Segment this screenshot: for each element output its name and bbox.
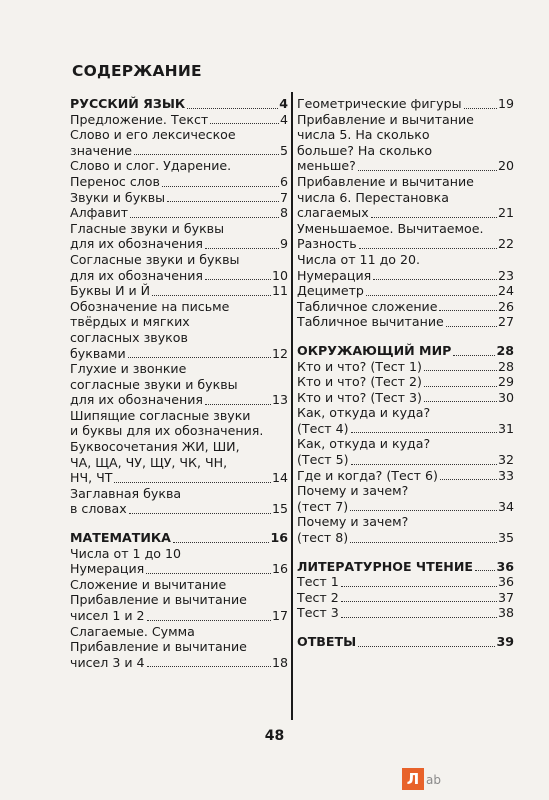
toc-entry-line: согласных звуков bbox=[70, 329, 188, 345]
dot-leader bbox=[351, 464, 497, 465]
toc-page-number: 19 bbox=[497, 96, 514, 111]
toc-entry-row bbox=[297, 343, 514, 359]
toc-entry-title: для их обозначения bbox=[70, 267, 203, 283]
dot-leader bbox=[359, 248, 497, 249]
toc-entry-row bbox=[297, 314, 514, 330]
toc-entry-row bbox=[297, 268, 514, 284]
toc-entry-title: (Тест 4) bbox=[297, 420, 349, 436]
toc-page-number: 36 bbox=[496, 558, 514, 574]
toc-entry-line: Почему и зачем? bbox=[297, 483, 409, 499]
toc-page-number: 35 bbox=[497, 530, 514, 546]
toc-entry-row bbox=[297, 283, 514, 299]
dot-leader bbox=[147, 666, 271, 667]
toc-entry bbox=[70, 283, 288, 299]
toc-entry-title: Алфавит bbox=[70, 205, 129, 221]
dot-leader bbox=[358, 170, 497, 171]
toc-entry-row bbox=[297, 96, 514, 112]
toc-page-number: 31 bbox=[497, 420, 514, 436]
toc-entry-row bbox=[297, 468, 514, 484]
toc-entry-title: НЧ, ЧТ bbox=[70, 470, 113, 486]
toc-entry-line: Почему и зачем? bbox=[297, 514, 409, 530]
toc-entry-row bbox=[70, 190, 288, 206]
toc-entry-title: меньше? bbox=[297, 158, 356, 174]
toc-page-number: 8 bbox=[279, 205, 288, 221]
dot-leader bbox=[147, 620, 271, 621]
dot-leader bbox=[350, 542, 497, 543]
toc-entry-title: чисел 1 и 2 bbox=[70, 608, 145, 623]
dot-leader bbox=[129, 513, 271, 514]
dot-leader bbox=[187, 108, 278, 109]
toc-entry-line: Как, откуда и куда? bbox=[297, 436, 431, 452]
toc-column-left bbox=[70, 96, 288, 670]
toc-entry-line: Прибавление и вычитание bbox=[297, 111, 474, 127]
toc-page-number: 17 bbox=[271, 608, 288, 623]
toc-entry-title: Тест 1 bbox=[297, 574, 339, 590]
toc-entry bbox=[70, 624, 288, 671]
toc-entry-title: Звуки и буквы bbox=[70, 189, 166, 205]
page-heading: СОДЕРЖАНИЕ bbox=[72, 62, 202, 80]
toc-entry-row bbox=[70, 283, 288, 299]
toc-section-heading bbox=[70, 530, 288, 546]
toc-entry-title: Буквы И и Й bbox=[70, 283, 151, 299]
toc-page-number: 20 bbox=[497, 158, 514, 174]
toc-entry-title: (тест 8) bbox=[297, 530, 349, 546]
toc-entry-line: числа 5. На сколько bbox=[297, 127, 430, 143]
toc-page-number: 10 bbox=[271, 267, 288, 283]
toc-page-number: 16 bbox=[270, 530, 288, 546]
toc-entry-row bbox=[297, 359, 514, 375]
toc-entry-title: Разность bbox=[297, 236, 357, 252]
toc-entry-row bbox=[297, 390, 514, 406]
dot-leader bbox=[162, 186, 279, 187]
dot-leader bbox=[152, 295, 271, 296]
toc-entry-row bbox=[70, 346, 288, 362]
toc-entry bbox=[297, 252, 514, 283]
dot-leader bbox=[114, 482, 271, 483]
toc-entry-title: Кто и что? (Тест 3) bbox=[297, 389, 422, 405]
column-divider bbox=[291, 92, 293, 720]
toc-entry-title: ОТВЕТЫ bbox=[297, 634, 357, 649]
toc-entry bbox=[297, 174, 514, 221]
dot-leader bbox=[440, 479, 497, 480]
toc-entry-title: МАТЕМАТИКА bbox=[70, 530, 171, 546]
toc-page-number: 32 bbox=[497, 452, 514, 468]
toc-entry-title: (тест 7) bbox=[297, 498, 349, 514]
toc-entry bbox=[297, 590, 514, 606]
toc-entry bbox=[297, 314, 514, 330]
toc-section-heading bbox=[297, 634, 514, 650]
toc-entry-title: (Тест 5) bbox=[297, 452, 349, 468]
toc-entry-line: и буквы для их обозначения. bbox=[70, 423, 264, 439]
toc-entry-line: числа 6. Перестановка bbox=[297, 189, 449, 205]
dot-leader bbox=[475, 570, 495, 571]
toc-entry-title: ОКРУЖАЮЩИЙ МИР bbox=[297, 342, 452, 358]
toc-section-heading bbox=[70, 96, 288, 112]
toc-entry bbox=[297, 483, 514, 514]
toc-page-number: 24 bbox=[497, 283, 514, 299]
toc-entry-row bbox=[297, 590, 514, 606]
toc-page-number: 21 bbox=[497, 205, 514, 221]
toc-page-number: 36 bbox=[497, 574, 514, 590]
toc-entry-row bbox=[297, 530, 514, 546]
toc-entry-row bbox=[70, 392, 288, 408]
toc-entry bbox=[297, 605, 514, 621]
toc-entry-row bbox=[297, 158, 514, 174]
toc-entry-title: Где и когда? (Тест 6) bbox=[297, 467, 438, 483]
toc-entry bbox=[297, 405, 514, 436]
toc-entry-title: слагаемых bbox=[297, 205, 369, 221]
toc-entry bbox=[70, 299, 288, 361]
toc-page-number: 28 bbox=[496, 342, 514, 358]
toc-entry-line: согласные звуки и буквы bbox=[70, 376, 238, 392]
toc-entry-row bbox=[297, 499, 514, 515]
toc-page-number: 38 bbox=[497, 605, 514, 621]
toc-page-number: 37 bbox=[497, 589, 514, 605]
toc-page-number: 4 bbox=[279, 111, 288, 127]
toc-entry-row bbox=[297, 205, 514, 221]
dot-leader bbox=[173, 542, 270, 543]
toc-entry-line: Прибавление и вычитание bbox=[70, 639, 247, 655]
dot-leader bbox=[128, 357, 271, 358]
toc-entry-title: Кто и что? (Тест 1) bbox=[297, 358, 422, 374]
dot-leader bbox=[341, 586, 497, 587]
toc-page-number: 26 bbox=[497, 298, 514, 314]
dot-leader bbox=[205, 248, 279, 249]
toc-entry-row bbox=[297, 559, 514, 575]
toc-entry-title: для их обозначения bbox=[70, 236, 203, 252]
toc-entry-title: ЛИТЕРАТУРНОЕ ЧТЕНИЕ bbox=[297, 558, 473, 574]
toc-entry-title: Табличное вычитание bbox=[297, 314, 444, 330]
toc-page-number: 30 bbox=[497, 389, 514, 405]
toc-entry-line: Обозначение на письме bbox=[70, 298, 230, 314]
toc-entry-row bbox=[70, 96, 288, 112]
toc-entry-line: Слово и его лексическое bbox=[70, 127, 236, 143]
dot-leader bbox=[424, 401, 497, 402]
toc-entry bbox=[70, 361, 288, 408]
toc-entry-title: Предложение. Текст bbox=[70, 111, 209, 127]
toc-page-number: 15 bbox=[271, 501, 288, 517]
toc-entry bbox=[297, 221, 514, 252]
toc-entry-row bbox=[297, 236, 514, 252]
toc-entry-title: буквами bbox=[70, 345, 126, 361]
toc-entry bbox=[297, 299, 514, 315]
toc-entry-line: Прибавление и вычитание bbox=[70, 592, 247, 608]
toc-page-number: 6 bbox=[279, 173, 288, 189]
toc-entry-title: в словах bbox=[70, 501, 127, 517]
toc-entry-line: Заглавная буква bbox=[70, 485, 182, 501]
toc-entry-row bbox=[70, 143, 288, 159]
toc-entry-row bbox=[70, 655, 288, 671]
toc-page-number: 34 bbox=[497, 498, 514, 514]
dot-leader bbox=[453, 355, 495, 356]
toc-entry bbox=[70, 127, 288, 158]
toc-page-number: 27 bbox=[497, 314, 514, 330]
toc-page-number: 5 bbox=[279, 142, 288, 158]
toc-page-number: 39 bbox=[496, 634, 514, 649]
dot-leader bbox=[130, 217, 279, 218]
dot-leader bbox=[446, 326, 497, 327]
toc-entry-line: Уменьшаемое. Вычитаемое. bbox=[297, 220, 484, 236]
toc-page-number: 22 bbox=[497, 236, 514, 252]
toc-entry-line: Слагаемые. Сумма bbox=[70, 623, 195, 639]
toc-entry-line: Числа от 1 до 10 bbox=[70, 545, 182, 561]
dot-leader bbox=[341, 601, 497, 602]
toc-entry-line: Глухие и звонкие bbox=[70, 361, 187, 377]
dot-leader bbox=[351, 432, 497, 433]
toc-entry-row bbox=[70, 268, 288, 284]
dot-leader bbox=[205, 279, 271, 280]
dot-leader bbox=[439, 310, 496, 311]
toc-entry bbox=[70, 546, 288, 577]
toc-entry-title: Перенос слов bbox=[70, 173, 160, 189]
logo-tail: ab bbox=[426, 773, 441, 787]
toc-entry-title: Нумерация bbox=[297, 267, 372, 283]
toc-page-number: 29 bbox=[497, 374, 514, 390]
toc-entry bbox=[297, 112, 514, 174]
toc-page-number: 11 bbox=[271, 283, 288, 299]
toc-entry bbox=[297, 390, 514, 406]
toc-entry-line: Согласные звуки и буквы bbox=[70, 251, 240, 267]
toc-entry bbox=[297, 436, 514, 467]
toc-entry bbox=[297, 468, 514, 484]
dot-leader bbox=[341, 617, 497, 618]
dot-leader bbox=[350, 510, 497, 511]
toc-entry bbox=[70, 486, 288, 517]
toc-entry-title: Кто и что? (Тест 2) bbox=[297, 374, 422, 390]
toc-entry-row bbox=[70, 608, 288, 624]
toc-entry bbox=[70, 190, 288, 206]
toc-entry-line: Числа от 11 до 20. bbox=[297, 251, 421, 267]
page-number: 48 bbox=[264, 728, 285, 744]
toc-entry bbox=[70, 205, 288, 221]
dot-leader bbox=[371, 217, 497, 218]
toc-entry-title: для их обозначения bbox=[70, 392, 203, 408]
dot-leader bbox=[366, 295, 497, 296]
toc-entry bbox=[297, 574, 514, 590]
toc-entry bbox=[70, 221, 288, 252]
dot-leader bbox=[167, 201, 279, 202]
toc-entry-title: значение bbox=[70, 142, 133, 158]
toc-entry-row bbox=[70, 174, 288, 190]
toc-entry-title: Нумерация bbox=[70, 561, 145, 577]
toc-entry-title: Табличное сложение bbox=[297, 298, 438, 314]
toc-page-number: 4 bbox=[279, 96, 288, 111]
dot-leader bbox=[134, 154, 279, 155]
toc-page-number: 16 bbox=[271, 561, 288, 577]
toc-entry-row bbox=[297, 605, 514, 621]
toc-column-right bbox=[297, 96, 514, 650]
dot-leader bbox=[464, 108, 497, 109]
dot-leader bbox=[205, 404, 271, 405]
toc-entry-row bbox=[297, 634, 514, 650]
toc-entry-line: Сложение и вычитание bbox=[70, 576, 227, 592]
dot-leader bbox=[210, 123, 279, 124]
toc-entry bbox=[70, 577, 288, 624]
toc-entry bbox=[70, 252, 288, 283]
toc-entry-title: Тест 2 bbox=[297, 589, 339, 605]
dot-leader bbox=[424, 386, 497, 387]
toc-entry-row bbox=[70, 470, 288, 486]
toc-entry bbox=[297, 283, 514, 299]
toc-entry bbox=[297, 514, 514, 545]
toc-entry-row bbox=[297, 374, 514, 390]
toc-entry-line: Гласные звуки и буквы bbox=[70, 220, 225, 236]
dot-leader bbox=[373, 279, 497, 280]
toc-entry-title: Геометрические фигуры bbox=[297, 96, 462, 111]
dot-leader bbox=[358, 646, 495, 647]
toc-entry-line: Шипящие согласные звуки bbox=[70, 407, 251, 423]
toc-page-number: 33 bbox=[497, 467, 514, 483]
labirint-logo-icon: Л bbox=[402, 768, 424, 790]
toc-entry-line: больше? На сколько bbox=[297, 142, 433, 158]
toc-entry-row bbox=[297, 452, 514, 468]
toc-page-number: 12 bbox=[271, 345, 288, 361]
toc-entry-row bbox=[70, 501, 288, 517]
toc-entry-row bbox=[70, 530, 288, 546]
toc-section-heading bbox=[297, 343, 514, 359]
toc-page-number: 7 bbox=[279, 189, 288, 205]
toc-section-heading bbox=[297, 559, 514, 575]
toc-entry-line: Прибавление и вычитание bbox=[297, 173, 474, 189]
toc-entry-row bbox=[70, 236, 288, 252]
toc-entry-row bbox=[70, 112, 288, 128]
toc-entry-line: Как, откуда и куда? bbox=[297, 405, 431, 421]
toc-entry bbox=[70, 408, 288, 486]
toc-entry-line: твёрдых и мягких bbox=[70, 314, 190, 330]
dot-leader bbox=[146, 573, 271, 574]
toc-entry-title: Дециметр bbox=[297, 283, 364, 299]
toc-page-number: 18 bbox=[271, 654, 288, 670]
toc-entry-row bbox=[297, 421, 514, 437]
toc-entry-row bbox=[70, 561, 288, 577]
toc-entry bbox=[297, 96, 514, 112]
toc-entry-title: Тест 3 bbox=[297, 605, 339, 621]
toc-entry bbox=[297, 374, 514, 390]
toc-entry bbox=[70, 112, 288, 128]
toc-entry-line: ЧА, ЩА, ЧУ, ЩУ, ЧК, ЧН, bbox=[70, 454, 228, 470]
toc-entry-row bbox=[297, 574, 514, 590]
toc-page-number: 28 bbox=[497, 358, 514, 374]
toc-entry-title: чисел 3 и 4 bbox=[70, 654, 145, 670]
toc-page-number: 23 bbox=[497, 267, 514, 283]
toc-page-number: 9 bbox=[279, 236, 288, 252]
toc-entry-title: РУССКИЙ ЯЗЫК bbox=[70, 96, 186, 111]
toc-page-number: 13 bbox=[271, 392, 288, 408]
toc-entry-row bbox=[297, 299, 514, 315]
toc-entry bbox=[70, 158, 288, 189]
dot-leader bbox=[424, 370, 497, 371]
toc-entry bbox=[297, 359, 514, 375]
toc-entry-line: Буквосочетания ЖИ, ШИ, bbox=[70, 439, 240, 455]
toc-page-number: 14 bbox=[271, 470, 288, 486]
toc-entry-row bbox=[70, 205, 288, 221]
toc-entry-line: Слово и слог. Ударение. bbox=[70, 158, 232, 174]
